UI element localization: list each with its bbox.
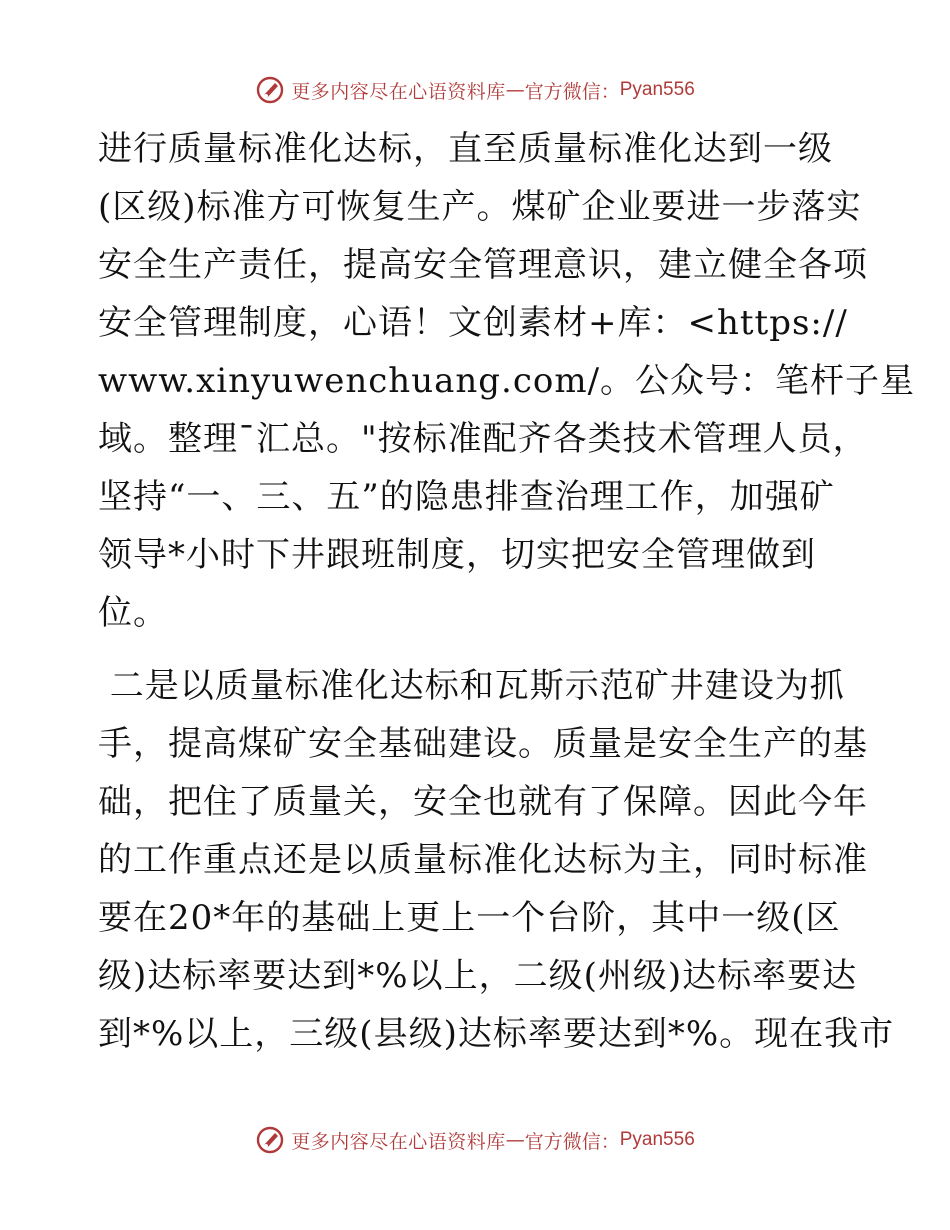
document-body	[98, 120, 916, 1063]
banner-wechat-id: Pyan556	[619, 79, 695, 100]
banner-wechat-id: Pyan556	[619, 1129, 695, 1150]
header-banner	[0, 70, 950, 110]
text-line: 级)达标率要达到*%以上，二级(州级)达标率要达	[98, 956, 858, 996]
text-line: www.xinyuwenchuang.com/。公众号：笔杆子星	[98, 361, 916, 401]
banner-site-text: 更多内容尽在心语资料库	[291, 1130, 506, 1153]
banner-wechat-label: 官方微信：	[524, 80, 620, 103]
text-line: 要在20*年的基础上更上一个台阶，其中一级(区	[98, 898, 841, 938]
paragraph-2	[98, 657, 895, 1063]
text-line: 手，提高煤矿安全基础建设。质量是安全生产的基	[98, 724, 868, 764]
banner-site-text: 更多内容尽在心语资料库	[291, 80, 506, 103]
text-line: 位。	[98, 593, 168, 633]
banner-separator: —	[505, 79, 525, 101]
text-line: (区级)标准方可恢复生产。煤矿企业要进一步落实	[98, 187, 862, 227]
paragraph-1	[98, 120, 916, 642]
text-line: 到*%以上，三级(县级)达标率要达到*%。现在我市	[98, 1014, 895, 1054]
footer-banner	[0, 1120, 950, 1160]
banner-wechat-label: 官方微信：	[524, 1130, 620, 1153]
text-line: 坚持“一、三、五”的隐患排查治理工作，加强矿	[98, 477, 835, 517]
text-line: 安全管理制度，心语！文创素材+库：<https://	[98, 303, 848, 343]
text-line: 的工作重点还是以质量标准化达标为主，同时标准	[98, 840, 868, 880]
banner-separator: —	[505, 1129, 525, 1151]
text-line: 领导*小时下井跟班制度，切实把安全管理做到	[98, 535, 816, 575]
text-line: 进行质量标准化达标，直至质量标准化达到一级	[98, 129, 833, 169]
text-line: 安全生产责任，提高安全管理意识，建立健全各项	[98, 245, 868, 285]
text-line: 二是以质量标准化达标和瓦斯示范矿井建设为抓	[98, 666, 845, 706]
text-line: 域。整理¯汇总。"按标准配齐各类技术管理人员，	[98, 419, 868, 459]
brand-logo-icon	[255, 75, 285, 105]
brand-logo-icon	[255, 1125, 285, 1155]
text-line: 础，把住了质量关，安全也就有了保障。因此今年	[98, 782, 868, 822]
